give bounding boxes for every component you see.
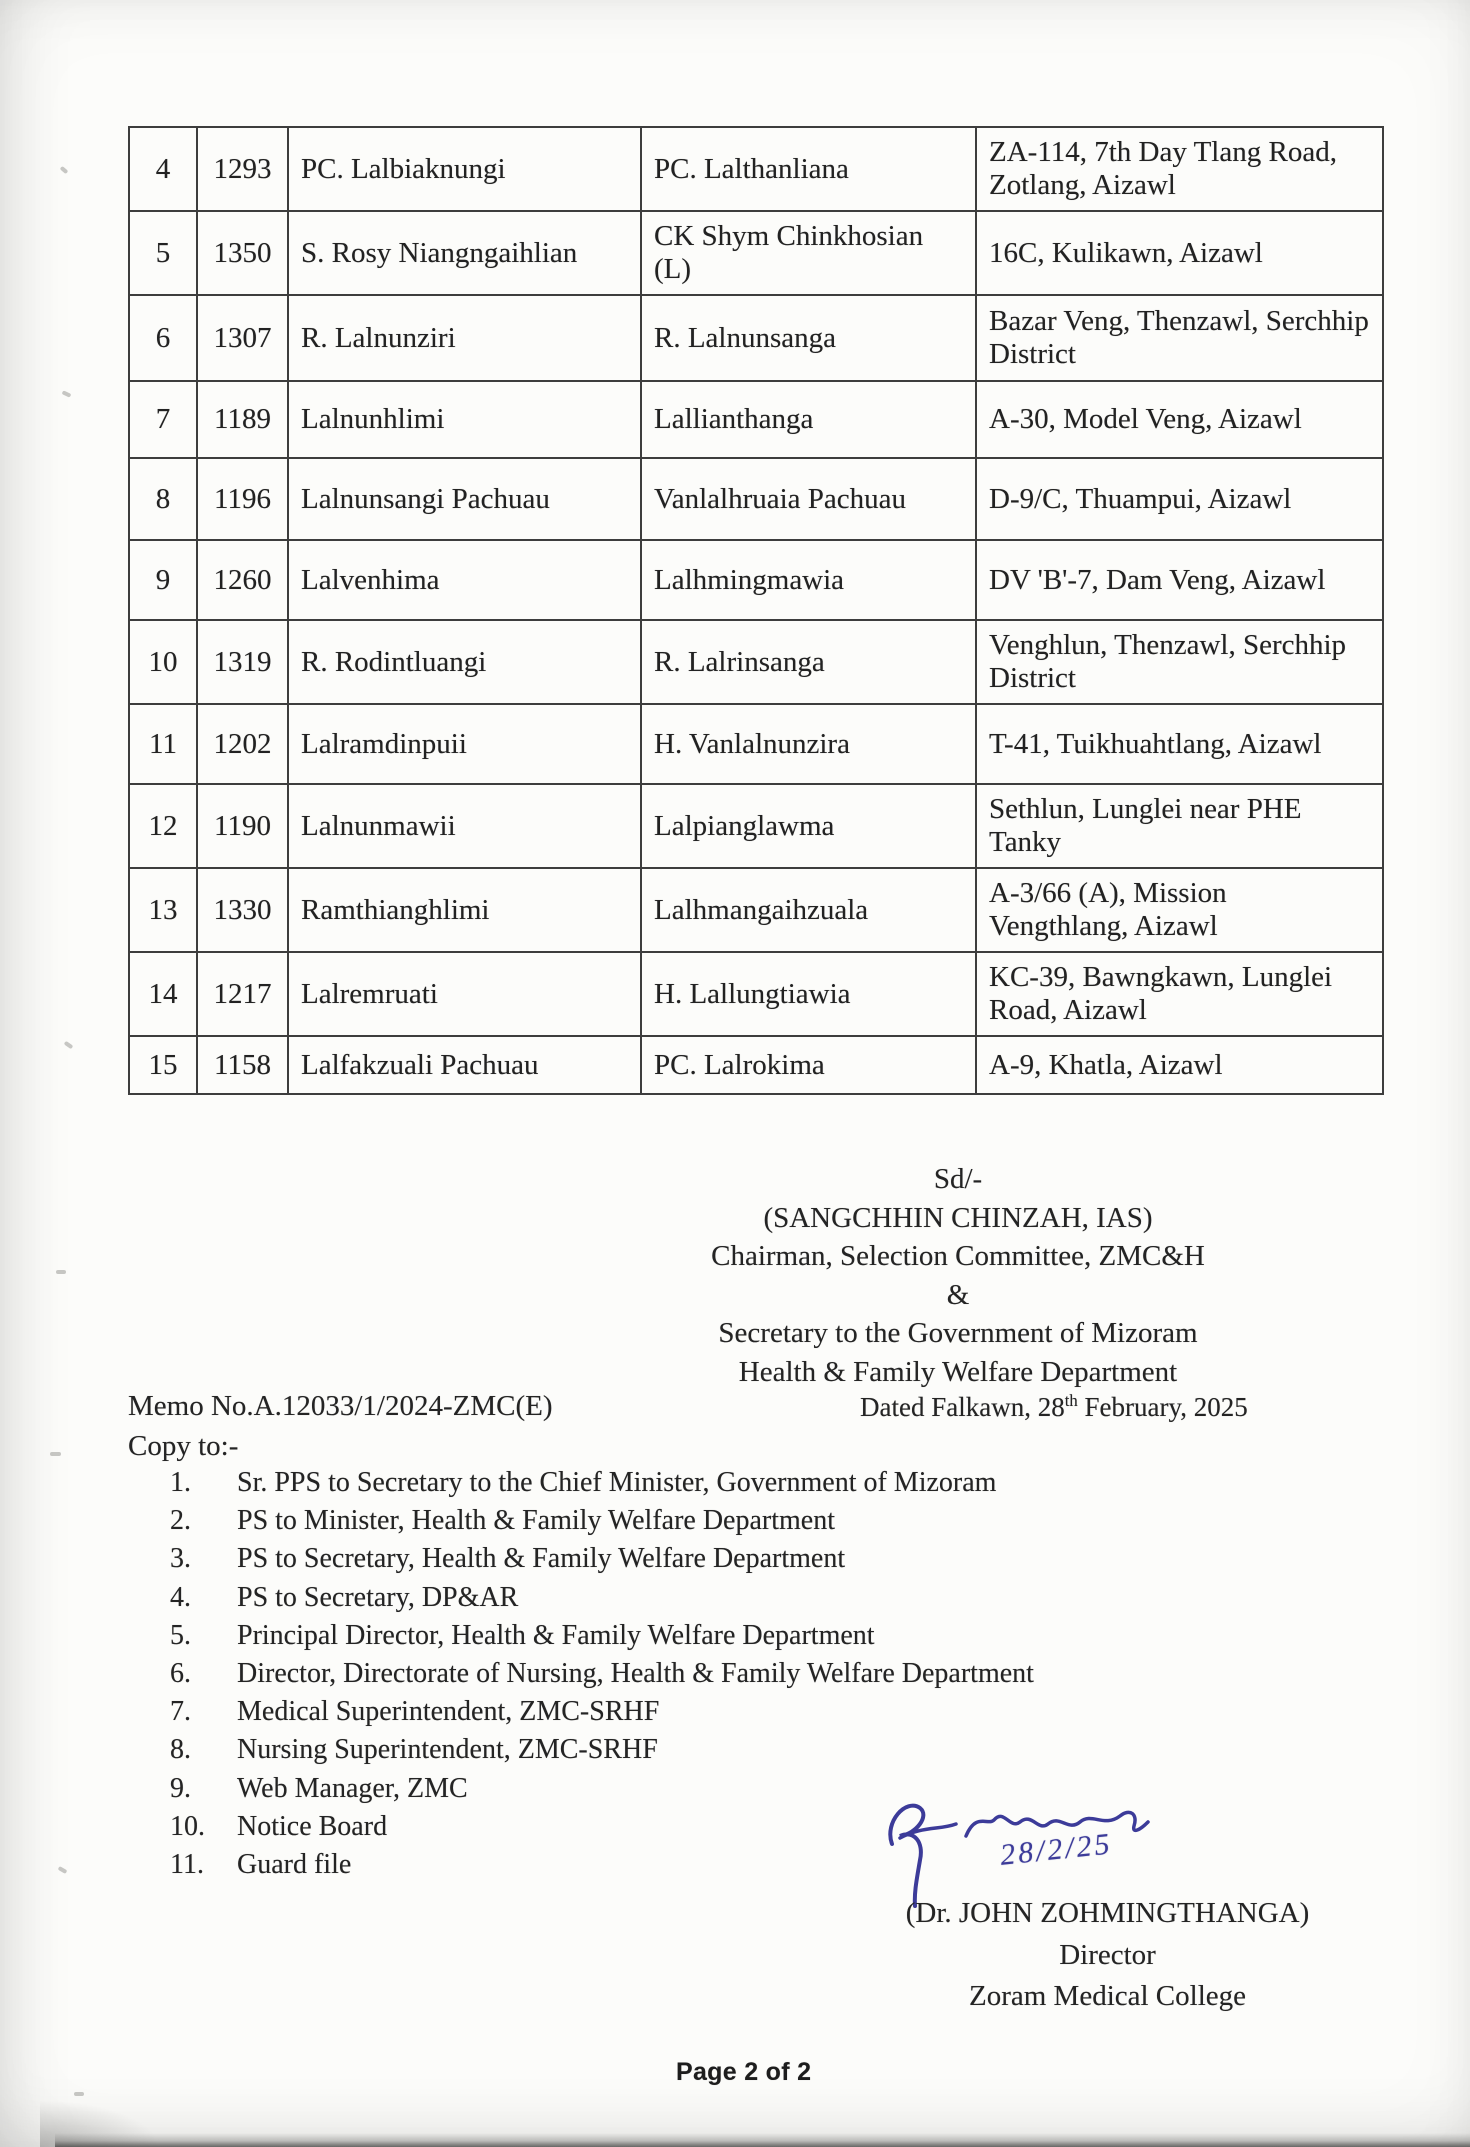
table-row [129, 295, 1383, 381]
cell-parent-name: Lalpianglawma [641, 784, 976, 868]
scan-artifact [60, 166, 69, 174]
memo-date-suffix: February, 2025 [1077, 1392, 1248, 1422]
copy-to-item-text: Nursing Superintendent, ZMC-SRHF [237, 1734, 658, 1766]
cell-address: A-3/66 (A), Mission Vengthlang, Aizawl [976, 868, 1383, 952]
copy-to-item-text: Principal Director, Health & Family Welfare Department [237, 1619, 875, 1651]
copy-to-item [170, 1693, 1034, 1731]
cell-candidate-name: Ramthianghlimi [288, 868, 641, 952]
cell-serial-number: 9 [129, 540, 197, 620]
copy-to-item-number: 7. [170, 1696, 191, 1728]
cell-serial-number: 10 [129, 620, 197, 704]
copy-to-item [170, 1540, 1034, 1578]
copy-to-item-number: 4. [170, 1581, 191, 1613]
page-number-footer: Page 2 of 2 [676, 2058, 812, 2086]
cell-parent-name: PC. Lalrokima [641, 1036, 976, 1094]
table-row [129, 381, 1383, 458]
table-row [129, 540, 1383, 620]
cell-parent-name: R. Lalnunsanga [641, 295, 976, 381]
copy-to-item-number: 5. [170, 1619, 191, 1651]
candidate-table [128, 126, 1384, 1095]
cell-roll-number: 1196 [197, 458, 288, 540]
copy-to-item [170, 1579, 1034, 1617]
cell-parent-name: Lalhmangaihzuala [641, 868, 976, 952]
copy-to-item [170, 1502, 1034, 1540]
cell-candidate-name: Lalremruati [288, 952, 641, 1036]
cell-serial-number: 13 [129, 868, 197, 952]
cell-parent-name: Vanlalhruaia Pachuau [641, 458, 976, 540]
cell-address: KC-39, Bawngkawn, Lunglei Road, Aizawl [976, 952, 1383, 1036]
director-signature-block [785, 1893, 1430, 2018]
cell-serial-number: 15 [129, 1036, 197, 1094]
cell-address: ZA-114, 7th Day Tlang Road, Zotlang, Aizawl [976, 127, 1383, 211]
copy-to-item-number: 8. [170, 1734, 191, 1766]
copy-to-item-text: Guard file [237, 1848, 352, 1880]
cell-address: Bazar Veng, Thenzawl, Serchhip District [976, 295, 1383, 381]
cell-roll-number: 1189 [197, 381, 288, 458]
chairman-title-1: Chairman, Selection Committee, ZMC&H [711, 1240, 1205, 1272]
scan-artifact [74, 2092, 84, 2096]
cell-serial-number: 7 [129, 381, 197, 458]
cell-parent-name: H. Vanlalnunzira [641, 704, 976, 784]
cell-serial-number: 4 [129, 127, 197, 211]
cell-parent-name: CK Shym Chinkhosian (L) [641, 211, 976, 295]
cell-roll-number: 1260 [197, 540, 288, 620]
table-row [129, 127, 1383, 211]
cell-address: DV 'B'-7, Dam Veng, Aizawl [976, 540, 1383, 620]
copy-to-item [170, 1464, 1034, 1502]
copy-to-item [170, 1617, 1034, 1655]
cell-parent-name: Lallianthanga [641, 381, 976, 458]
cell-roll-number: 1307 [197, 295, 288, 381]
memo-date-prefix: Dated Falkawn, 28 [860, 1392, 1065, 1422]
cell-parent-name: Lalhmingmawia [641, 540, 976, 620]
cell-address: A-30, Model Veng, Aizawl [976, 381, 1383, 458]
chairman-title-3: Health & Family Welfare Department [738, 1355, 1178, 1388]
copy-to-item-text: Medical Superintendent, ZMC-SRHF [237, 1696, 660, 1728]
table-row [129, 868, 1383, 952]
director-title: Director [1059, 1938, 1156, 1971]
cell-address: A-9, Khatla, Aizawl [976, 1036, 1383, 1094]
table-row [129, 1036, 1383, 1094]
table-row [129, 952, 1383, 1036]
cell-roll-number: 1350 [197, 211, 288, 295]
copy-to-label: Copy to:- [128, 1430, 239, 1462]
copy-to-item-text: PS to Minister, Health & Family Welfare Department [237, 1505, 835, 1537]
cell-serial-number: 11 [129, 704, 197, 784]
copy-to-item-number: 1. [170, 1467, 191, 1498]
cell-roll-number: 1217 [197, 952, 288, 1036]
copy-to-item-number: 11. [170, 1848, 204, 1880]
copy-to-item-text: PS to Secretary, Health & Family Welfare Department [237, 1543, 846, 1575]
copy-to-item-number: 9. [170, 1772, 191, 1804]
cell-address: Sethlun, Lunglei near PHE Tanky [976, 784, 1383, 868]
handwritten-date: 28/2/25 [998, 1827, 1115, 1872]
cell-serial-number: 14 [129, 952, 197, 1036]
cell-roll-number: 1293 [197, 127, 288, 211]
cell-serial-number: 8 [129, 458, 197, 540]
cell-candidate-name: PC. Lalbiaknungi [288, 127, 641, 211]
table-row [129, 211, 1383, 295]
chairman-title-2: Secretary to the Government of Mizoram [718, 1317, 1198, 1349]
director-org: Zoram Medical College [968, 1980, 1246, 2012]
cell-candidate-name: R. Rodintluangi [288, 620, 641, 704]
cell-parent-name: H. Lallungtiawia [641, 952, 976, 1036]
scanner-bottom-edge [55, 2133, 1470, 2147]
table-row [129, 620, 1383, 704]
cell-candidate-name: S. Rosy Niangngaihlian [288, 211, 641, 295]
cell-address: T-41, Tuikhuahtlang, Aizawl [976, 704, 1383, 784]
table-row [129, 458, 1383, 540]
copy-to-item [170, 1731, 1034, 1769]
chairman-name: (SANGCHHIN CHINZAH, IAS) [763, 1201, 1153, 1234]
cell-serial-number: 12 [129, 784, 197, 868]
copy-to-item-text: PS to Secretary, DP&AR [237, 1581, 519, 1613]
cell-address: D-9/C, Thuampui, Aizawl [976, 458, 1383, 540]
cell-candidate-name: Lalnunsangi Pachuau [288, 458, 641, 540]
ampersand-line: & [946, 1278, 970, 1311]
cell-candidate-name: Lalfakzuali Pachuau [288, 1036, 641, 1094]
cell-candidate-name: Lalnunmawii [288, 784, 641, 868]
scan-artifact [64, 1041, 74, 1049]
memo-date [860, 1392, 1248, 1423]
cell-roll-number: 1190 [197, 784, 288, 868]
cell-address: 16C, Kulikawn, Aizawl [976, 211, 1383, 295]
scan-artifact [56, 1270, 66, 1274]
cell-candidate-name: Lalnunhlimi [288, 381, 641, 458]
cell-parent-name: PC. Lalthanliana [641, 127, 976, 211]
copy-to-item-text: Sr. PPS to Secretary to the Chief Minister, Government of Mizoram [237, 1467, 997, 1498]
scan-artifact [50, 1452, 61, 1456]
copy-to-item-text: Web Manager, ZMC [237, 1772, 468, 1804]
copy-to-item-number: 2. [170, 1505, 191, 1537]
candidate-table-body [129, 127, 1383, 1094]
table-row [129, 784, 1383, 868]
sd-line: Sd/- [933, 1163, 983, 1195]
director-name: (Dr. JOHN ZOHMINGTHANGA) [905, 1897, 1310, 1929]
copy-to-item [170, 1655, 1034, 1693]
memo-date-ordinal: th [1064, 1391, 1078, 1410]
copy-to-item-text: Notice Board [237, 1810, 388, 1842]
cell-parent-name: R. Lalrinsanga [641, 620, 976, 704]
scan-artifact [58, 1866, 68, 1874]
cell-serial-number: 5 [129, 211, 197, 295]
cell-candidate-name: Lalramdinpuii [288, 704, 641, 784]
scan-artifact [62, 390, 72, 397]
copy-to-item-number: 10. [170, 1810, 205, 1842]
cell-serial-number: 6 [129, 295, 197, 381]
cell-roll-number: 1158 [197, 1036, 288, 1094]
memo-number: Memo No.A.12033/1/2024-ZMC(E) [128, 1390, 553, 1422]
copy-to-item-number: 3. [170, 1543, 191, 1575]
cell-roll-number: 1202 [197, 704, 288, 784]
copy-to-item-text: Director, Directorate of Nursing, Health & Family Welfare Department [237, 1657, 1034, 1689]
chairman-signature-block [638, 1160, 1278, 1391]
cell-roll-number: 1330 [197, 868, 288, 952]
cell-candidate-name: R. Lalnunziri [288, 295, 641, 381]
table-row [129, 704, 1383, 784]
cell-roll-number: 1319 [197, 620, 288, 704]
cell-address: Venghlun, Thenzawl, Serchhip District [976, 620, 1383, 704]
cell-candidate-name: Lalvenhima [288, 540, 641, 620]
copy-to-item-number: 6. [170, 1657, 191, 1689]
